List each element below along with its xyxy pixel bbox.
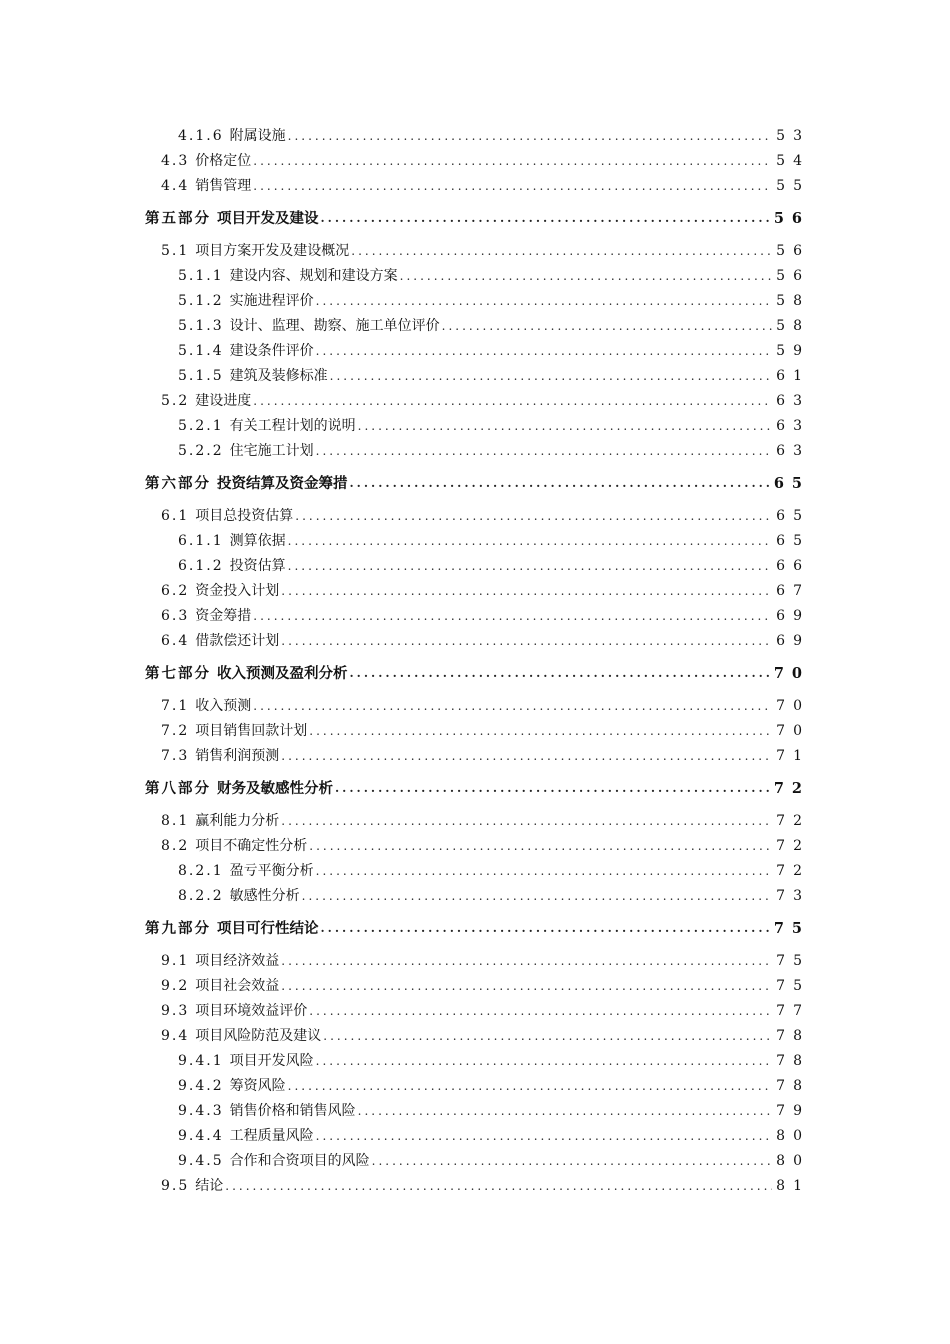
toc-entry-text: 合作和合资项目的风险 [229,1153,370,1169]
toc-dot-leader [309,999,772,1024]
toc-entry-text: 项目开发及建设 [217,209,319,227]
toc-entry-number: 5.1.3 [178,318,224,334]
toc-entry-text: 赢利能力分析 [195,813,280,829]
toc-entry[interactable] [0,339,810,364]
toc-entry-title [161,504,293,529]
toc-entry-title [145,776,333,801]
toc-entry[interactable] [0,604,810,629]
toc-entry-title [178,339,314,364]
toc-dot-leader [350,471,770,496]
toc-entry-text: 销售管理 [195,178,252,194]
toc-entry[interactable] [0,949,810,974]
toc-dot-leader [316,1124,773,1149]
toc-page-number: 75 [776,953,810,969]
toc-page-number: 73 [776,888,810,904]
toc-dot-leader [351,239,772,264]
toc-dot-leader [400,264,773,289]
toc-dot-leader [281,744,772,769]
toc-entry-number: 8.2.1 [178,863,224,879]
toc-entry-text: 项目销售回款计划 [195,723,308,739]
toc-page-number: 70 [773,664,810,682]
toc-page-number: 75 [773,919,810,937]
toc-entry-title [161,629,279,654]
toc-entry-title [161,604,251,629]
toc-entry[interactable] [0,414,810,439]
toc-dot-leader [309,834,772,859]
toc-dot-leader [225,1174,772,1199]
toc-entry[interactable] [0,264,810,289]
toc-entry-title [178,529,286,554]
toc-entry-text: 项目总投资估算 [195,508,294,524]
toc-dot-leader [281,809,772,834]
toc-entry-title [145,471,348,496]
toc-entry-text: 收入预测 [195,698,252,714]
toc-entry-number: 6.1.1 [178,533,224,549]
toc-entry-title [178,1124,314,1149]
toc-entry-number: 5.2 [161,393,190,409]
toc-entry-number: 5.1.2 [178,293,224,309]
toc-dot-leader [302,884,773,909]
toc-entry-text: 财务及敏感性分析 [217,779,333,797]
toc-entry-number: 9.2 [161,978,190,994]
toc-entry-text: 投资结算及资金筹措 [217,474,348,492]
toc-dot-leader [253,174,772,199]
toc-entry[interactable] [0,1124,810,1149]
toc-entry-text: 借款偿还计划 [195,633,280,649]
toc-dot-leader [253,149,772,174]
toc-entry-number: 7.2 [161,723,190,739]
toc-entry-number: 9.4.2 [178,1078,224,1094]
toc-entry[interactable] [0,974,810,999]
toc-dot-leader [288,554,773,579]
toc-entry-title [145,916,319,941]
toc-entry-number: 5.1.1 [178,268,224,284]
toc-entry-number: 9.4 [161,1028,190,1044]
table-of-contents [0,124,950,1199]
toc-page-number: 56 [776,243,810,259]
toc-entry-text: 设计、监理、勘察、施工单位评价 [229,318,440,334]
toc-entry[interactable] [0,439,810,464]
toc-entry[interactable] [0,174,810,199]
toc-dot-leader [281,579,772,604]
toc-page-number: 65 [773,474,810,492]
toc-entry-number: 5.1 [161,243,190,259]
toc-entry-title [178,554,286,579]
toc-entry-number: 6.1 [161,508,190,524]
toc-page-number: 58 [776,318,810,334]
toc-dot-leader [316,289,773,314]
toc-entry-text: 资金投入计划 [195,583,280,599]
toc-dot-leader [309,719,772,744]
toc-page-number: 78 [776,1028,810,1044]
toc-dot-leader [281,974,772,999]
toc-dot-leader [321,206,770,231]
toc-entry-text: 项目环境效益评价 [195,1003,308,1019]
toc-entry-number: 5.2.1 [178,418,224,434]
toc-entry[interactable] [0,389,810,414]
toc-page-number: 54 [776,153,810,169]
toc-entry-number: 9.4.1 [178,1053,224,1069]
toc-entry[interactable] [0,1099,810,1124]
toc-entry-title [178,1099,356,1124]
toc-dot-leader [288,529,773,554]
toc-entry-number: 9.4.4 [178,1128,224,1144]
toc-entry-title [161,579,279,604]
toc-entry-text: 项目开发风险 [229,1053,314,1069]
toc-dot-leader [350,661,770,686]
toc-page-number: 77 [776,1003,810,1019]
toc-entry-number: 9.4.5 [178,1153,224,1169]
toc-entry[interactable] [0,744,810,769]
toc-page-number: 63 [776,443,810,459]
toc-entry-text: 附属设施 [229,128,286,144]
toc-entry[interactable] [0,999,810,1024]
toc-dot-leader [253,694,772,719]
toc-entry-title [161,999,307,1024]
toc-entry-number: 5.2.2 [178,443,224,459]
toc-dot-leader [316,859,773,884]
toc-entry-text: 工程质量风险 [229,1128,314,1144]
toc-entry[interactable] [0,834,810,859]
toc-part-heading[interactable] [0,660,810,686]
toc-page-number: 53 [776,128,810,144]
toc-page-number: 56 [776,268,810,284]
toc-entry[interactable] [0,239,810,264]
toc-entry-title [161,149,251,174]
toc-dot-leader [281,949,772,974]
toc-entry[interactable] [0,364,810,389]
toc-entry-number: 6.4 [161,633,190,649]
toc-entry[interactable] [0,554,810,579]
toc-entry-title [161,949,279,974]
toc-entry-number: 8.2.2 [178,888,224,904]
toc-page-number: 61 [776,368,810,384]
toc-entry-text: 建设进度 [195,393,252,409]
toc-dot-leader [323,1024,772,1049]
toc-dot-leader [372,1149,773,1174]
toc-entry-text: 实施进程评价 [229,293,314,309]
toc-part-heading[interactable] [0,775,810,801]
toc-dot-leader [281,629,772,654]
toc-page-number: 59 [776,343,810,359]
toc-entry-title [178,314,440,339]
toc-entry-text: 有关工程计划的说明 [229,418,356,434]
toc-entry-text: 建筑及装修标准 [229,368,328,384]
toc-entry[interactable] [0,504,810,529]
toc-page-number: 75 [776,978,810,994]
toc-entry-number: 4.1.6 [178,128,224,144]
toc-entry-text: 测算依据 [229,533,286,549]
toc-entry-title [145,661,348,686]
toc-entry[interactable] [0,694,810,719]
toc-entry-title [161,1174,223,1199]
toc-entry-number: 4.4 [161,178,190,194]
toc-entry-title [178,439,314,464]
toc-entry-number: 6.3 [161,608,190,624]
toc-entry-text: 住宅施工计划 [229,443,314,459]
toc-entry-text: 投资估算 [229,558,286,574]
toc-entry-title [161,389,251,414]
toc-entry[interactable] [0,719,810,744]
toc-entry[interactable] [0,1074,810,1099]
toc-entry[interactable] [0,884,810,909]
toc-part-heading[interactable] [0,470,810,496]
toc-entry-title [161,834,307,859]
toc-entry-number: 5.1.4 [178,343,224,359]
toc-page-number: 80 [776,1153,810,1169]
toc-entry[interactable] [0,1049,810,1074]
toc-entry-text: 项目可行性结论 [217,919,319,937]
toc-entry-number: 9.1 [161,953,190,969]
toc-page-number: 69 [776,608,810,624]
toc-entry[interactable] [0,1149,810,1174]
toc-page-number: 65 [776,533,810,549]
toc-entry-number: 第八部分 [145,779,211,797]
toc-entry-title [178,1049,314,1074]
toc-page-number: 69 [776,633,810,649]
toc-entry-text: 建设内容、规划和建设方案 [229,268,398,284]
toc-entry-text: 结论 [195,1178,224,1194]
toc-entry-title [178,289,314,314]
toc-page-number: 56 [773,209,810,227]
toc-entry-number: 第九部分 [145,919,211,937]
toc-dot-leader [295,504,772,529]
toc-entry-title [178,1074,286,1099]
toc-entry-text: 资金筹措 [195,608,252,624]
toc-entry-text: 项目风险防范及建议 [195,1028,322,1044]
toc-page-number: 72 [776,863,810,879]
toc-entry-text: 盈亏平衡分析 [229,863,314,879]
toc-dot-leader [358,1099,773,1124]
toc-entry[interactable] [0,579,810,604]
toc-page-number: 72 [776,813,810,829]
toc-page-number: 81 [776,1178,810,1194]
toc-entry-number: 7.1 [161,698,190,714]
toc-entry[interactable] [0,529,810,554]
toc-entry-number: 7.3 [161,748,190,764]
toc-page-number: 72 [773,779,810,797]
toc-page-number: 63 [776,418,810,434]
toc-entry-title [161,239,349,264]
toc-entry-text: 收入预测及盈利分析 [217,664,348,682]
toc-part-heading[interactable] [0,205,810,231]
toc-entry-number: 9.4.3 [178,1103,224,1119]
toc-entry-title [161,174,251,199]
toc-entry[interactable] [0,1174,810,1199]
toc-entry-title [178,364,328,389]
toc-entry-number: 8.1 [161,813,190,829]
toc-page-number: 58 [776,293,810,309]
toc-dot-leader [316,439,773,464]
toc-entry-title [178,414,356,439]
toc-page-number: 55 [776,178,810,194]
toc-dot-leader [288,1074,773,1099]
toc-entry-text: 销售价格和销售风险 [229,1103,356,1119]
toc-page-number: 72 [776,838,810,854]
toc-entry-title [161,1024,321,1049]
toc-entry-number: 第七部分 [145,664,211,682]
toc-entry-title [161,694,251,719]
toc-entry-number: 9.3 [161,1003,190,1019]
toc-dot-leader [253,604,772,629]
toc-entry-title [145,206,319,231]
toc-page-number: 66 [776,558,810,574]
toc-page-number: 78 [776,1078,810,1094]
toc-entry-text: 敏感性分析 [229,888,300,904]
toc-entry-title [161,719,307,744]
toc-entry-text: 项目经济效益 [195,953,280,969]
toc-entry-title [161,809,279,834]
toc-dot-leader [442,314,773,339]
toc-entry-number: 9.5 [161,1178,190,1194]
toc-entry-number: 6.1.2 [178,558,224,574]
toc-entry-title [178,1149,370,1174]
toc-page-number: 79 [776,1103,810,1119]
toc-entry-title [161,744,279,769]
toc-entry-title [161,974,279,999]
toc-page-number: 65 [776,508,810,524]
toc-dot-leader [288,124,773,149]
toc-entry[interactable] [0,629,810,654]
toc-dot-leader [335,776,770,801]
toc-entry-number: 8.2 [161,838,190,854]
toc-entry-title [178,124,286,149]
toc-entry-text: 建设条件评价 [229,343,314,359]
toc-entry-text: 价格定位 [195,153,252,169]
toc-entry[interactable] [0,809,810,834]
toc-page-number: 70 [776,698,810,714]
toc-entry[interactable] [0,314,810,339]
toc-entry-number: 5.1.5 [178,368,224,384]
toc-entry-title [178,859,314,884]
toc-dot-leader [321,916,770,941]
toc-entry-text: 项目社会效益 [195,978,280,994]
toc-page-number: 80 [776,1128,810,1144]
toc-entry-text: 筹资风险 [229,1078,286,1094]
toc-dot-leader [316,339,773,364]
toc-entry-number: 4.3 [161,153,190,169]
toc-page-number: 63 [776,393,810,409]
toc-dot-leader [358,414,773,439]
toc-entry[interactable] [0,289,810,314]
toc-entry[interactable] [0,149,810,174]
toc-entry-text: 销售利润预测 [195,748,280,764]
toc-entry-number: 第六部分 [145,474,211,492]
toc-entry-number: 第五部分 [145,209,211,227]
toc-entry-text: 项目方案开发及建设概况 [195,243,350,259]
toc-dot-leader [330,364,773,389]
toc-entry-title [178,264,398,289]
toc-page-number: 78 [776,1053,810,1069]
toc-part-heading[interactable] [0,915,810,941]
toc-dot-leader [316,1049,773,1074]
toc-entry-number: 6.2 [161,583,190,599]
toc-entry[interactable] [0,124,810,149]
toc-page-number: 71 [776,748,810,764]
toc-page-number: 67 [776,583,810,599]
toc-entry-title [178,884,300,909]
toc-entry-text: 项目不确定性分析 [195,838,308,854]
toc-dot-leader [253,389,772,414]
toc-entry[interactable] [0,859,810,884]
toc-page-number: 70 [776,723,810,739]
toc-entry[interactable] [0,1024,810,1049]
